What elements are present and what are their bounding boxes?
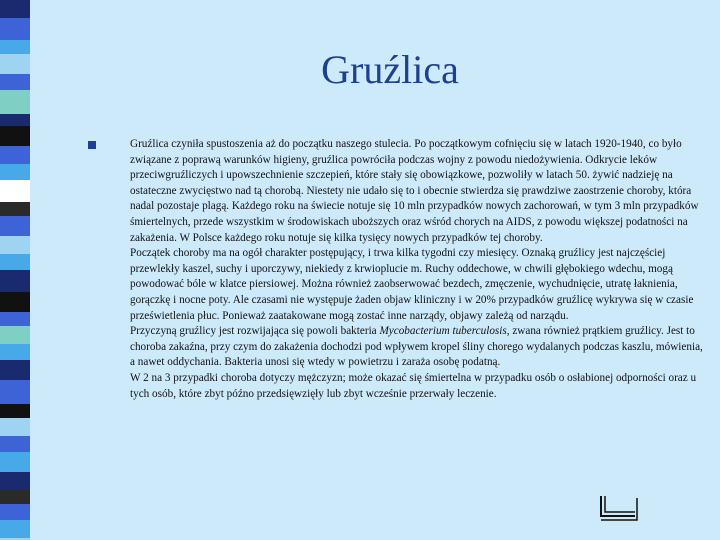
stripe-block: [0, 270, 30, 292]
stripe-block: [0, 452, 30, 472]
stripe-block: [0, 90, 30, 114]
stripe-block: [0, 472, 30, 490]
stripe-block: [0, 520, 30, 538]
paragraph-epidemiology: W 2 na 3 przypadki choroba dotyczy mężczyzn; może okazać się śmiertelna w przypadku osób o osłabionej odporności oraz u tych osób, które zbyt późno przedsięwzięły lub zbyt wcześnie przerwały leczenie.: [130, 371, 697, 400]
stripe-block: [0, 404, 30, 418]
stripe-block: [0, 180, 30, 202]
stripe-block: [0, 504, 30, 520]
stripe-block: [0, 380, 30, 404]
slide-body: [130, 137, 705, 402]
stripe-block: [0, 312, 30, 326]
stripe-block: [0, 418, 30, 436]
stripe-block: [0, 202, 30, 216]
paragraph-cause-start: Przyczyną gruźlicy jest rozwijająca się powoli bakteria: [130, 325, 380, 338]
stripe-block: [0, 344, 30, 360]
bacteria-name: Mycobacterium tuberculosis: [379, 325, 507, 338]
corner-bracket-icon: [599, 496, 639, 524]
stripe-block: [0, 216, 30, 236]
bullet-square-icon: [88, 141, 96, 149]
stripe-block: [0, 18, 30, 40]
stripe-block: [0, 164, 30, 180]
paragraph-cause: [130, 324, 705, 371]
stripe-block: [0, 146, 30, 164]
stripe-block: [0, 254, 30, 270]
stripe-block: [0, 114, 30, 126]
stripe-block: [0, 0, 30, 18]
stripe-block: [0, 236, 30, 254]
stripe-block: [0, 360, 30, 380]
paragraph-history: Gruźlica czyniła spustoszenia aż do początku naszego stulecia. Po początkowym cofnięciu się w latach 1920-1940, co było związane z poprawą warunków higieny, gruźlica powróciła podczas wojny z powodu niedożywienia. Odkrycie leków przeciwgruźliczych i upowszechnienie szczepień, które stały się obowiązkowe, pozwoliły w latach 50. żywić nadzieję na ostateczne zwycięstwo nad tą chorobą. Niestety nie udało się to i obecnie stwierdza się prawdziwe zaostrzenie choroby, która nadal pozostaje plagą. Każdego roku na świecie notuje się 10 mln przypadków nowych zachorowań, w tym 3 mln przypadków śmiertelnych, przede wszystkim w środowiskach uboższych oraz wśród chorych na AIDS, z powodu większej podatności na zakażenia. W Polsce każdego roku notuje się kilka tysięcy nowych przypadków tej choroby.: [130, 138, 699, 244]
paragraph-symptoms: Początek choroby ma na ogół charakter postępujący, i trwa kilka tygodni czy miesięcy. Oznaką gruźlicy jest najczęściej przewlekły kaszel, suchy i uporczywy, niekiedy z krwioplucie m. Ruchy oddechowe, w chwili głębokiego wdechu, mogą powodować bóle w klatce piersiowej. Można również zaobserwować bezdech, zmęczenie, wychudnięcie, utratę łaknienia, gorączkę i nocne poty. Ale czasami nie występuje żaden objaw kliniczny i w 20% przypadków gruźlicę wykrywa się w czasie prześwietlenia płuc. Ponieważ zaatakowane mogą zostać inne narządy, objawy zależą od narządu.: [130, 247, 694, 322]
stripe-block: [0, 436, 30, 452]
stripe-block: [0, 326, 30, 344]
stripe-block: [0, 126, 30, 146]
paragraph-cause-end: , zwana również prątkiem gruźlicy. Jest to choroba zakaźna, przy czym do zakażenia dochodzi pod wpływem kropel śliny chorego wydalanych podczas kaszlu, mówienia, a nawet oddychania. Bakteria unosi się wtedy w powietrzu i zaraża osobę podatną.: [130, 325, 703, 369]
stripe-block: [0, 292, 30, 312]
slide-title: Gruźlica: [321, 47, 459, 92]
stripe-block: [0, 490, 30, 504]
